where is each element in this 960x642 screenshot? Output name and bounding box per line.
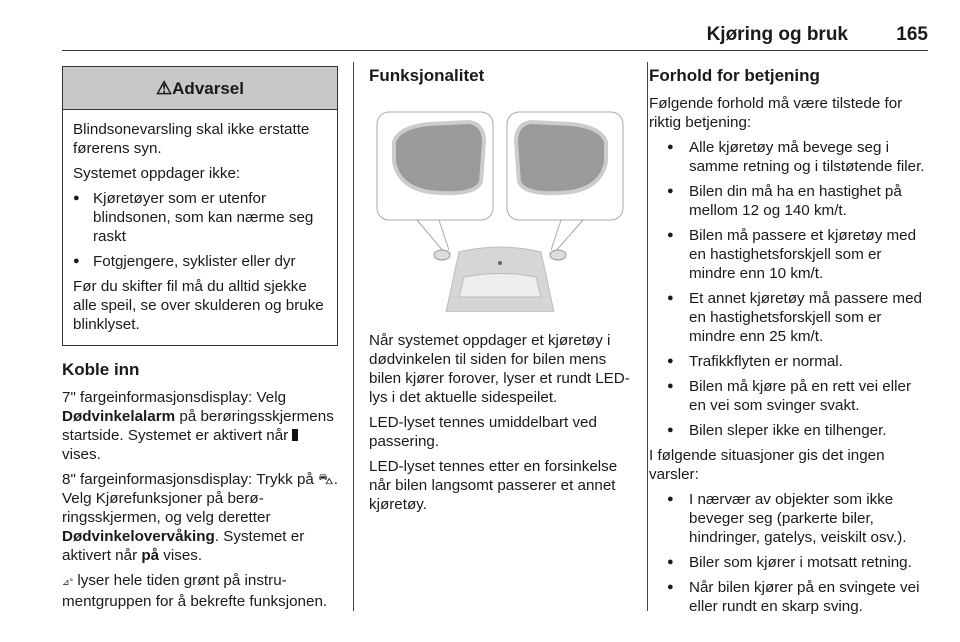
list-item: ● Bilen din må ha en hastighet på mellom 12 og 140 km/t.	[649, 182, 931, 220]
paragraph: LED-lyset tennes umiddelbart ved passering.	[369, 414, 597, 450]
list-item: ● Trafikkflyten er normal.	[649, 352, 931, 371]
warning-triangle-icon: ⚠	[156, 78, 173, 98]
list-item: ● Alle kjøretøy må bevege seg i samme retning og i tilstøtende filer.	[649, 138, 931, 176]
car-icon: ⛍	[318, 471, 334, 488]
paragraph: 7" fargeinformasjonsdisplay: Velg Dødvinkelalarm på berøringsskjermens startside. Systemet er aktivert når vises.	[62, 389, 334, 463]
section-heading: Forhold for betjening	[649, 66, 820, 85]
page-number: 165	[896, 24, 928, 45]
list-item: ● Bilen sleper ikke en tilhenger.	[649, 421, 931, 440]
list-item: ● Fotgjengere, syklister eller dyr	[73, 252, 327, 271]
warning-text: Blindsonevarsling skal ikke erstatte førerens syn.	[73, 121, 310, 157]
list-item: ● Når bilen kjører på en svingete vei eller rundt en skarp sving.	[649, 578, 931, 616]
blind-spot-indicator-icon	[292, 429, 298, 441]
list-item: ● Bilen må passere et kjøretøy med en hastighetsforskjell som er mindre enn 10 km/t.	[649, 226, 931, 283]
side-mirror-illustration	[369, 102, 631, 312]
list-item: ● Biler som kjører i motsatt retning.	[649, 553, 931, 572]
list-item: ● Kjøretøyer som er utenfor blindsonen, som kan nærme seg raskt	[73, 189, 327, 246]
list-item: ● I nærvær av objekter som ikke beveger seg (parkerte biler, hindringer, gatelys, veiskilt osv.).	[649, 490, 931, 547]
warning-text: Før du skifter fil må du alltid sjekke alle speil, se over skulderen og bruke blinklyset.	[73, 278, 324, 333]
list-item: ● Et annet kjøretøy må passere med en hastighetsforskjell som er mindre enn 25 km/t.	[649, 289, 931, 346]
paragraph: LED-lyset tennes etter en forsinkelse når bilen langsomt passerer et annet kjøretøy.	[369, 458, 618, 513]
column-3	[649, 66, 931, 622]
list-item: ● Bilen må kjøre på en rett vei eller en vei som svinger svakt.	[649, 377, 931, 415]
paragraph: Når systemet oppdager et kjøretøy i dødvinkelen til siden for bilen mens bilen kjører forover, lyser et rundt LED-lys i det aktuelle sidespeilet.	[369, 332, 630, 406]
paragraph: Følgende forhold må være tilstede for riktig betjening:	[649, 95, 903, 131]
warning-box	[62, 66, 338, 346]
page-header	[62, 22, 928, 51]
column-2	[369, 66, 633, 520]
warning-text: Systemet oppdager ikke:	[73, 165, 241, 182]
warning-header	[63, 67, 337, 110]
section-heading: Koble inn	[62, 360, 140, 379]
column-divider	[647, 62, 648, 611]
blind-spot-warning-icon: ⊿°	[62, 577, 74, 587]
column-divider	[353, 62, 354, 611]
paragraph: ⊿° lyser hele tiden grønt på instrumentgruppen for å bekrefte funksjonen.	[62, 572, 328, 610]
column-1	[62, 66, 338, 617]
chapter-title: Kjøring og bruk	[706, 24, 848, 45]
paragraph: I følgende situasjoner gis det ingen varsler:	[649, 447, 885, 483]
warning-title: Advarsel	[172, 79, 244, 98]
paragraph: 8" fargeinformasjonsdisplay: Trykk på ⛍. Velg Kjørefunksjoner på berøringsskjermen, og velg deretter Dødvinkelovervåking. Systemet er aktivert når på vises.	[62, 471, 339, 564]
section-heading: Funksjonalitet	[369, 66, 485, 85]
